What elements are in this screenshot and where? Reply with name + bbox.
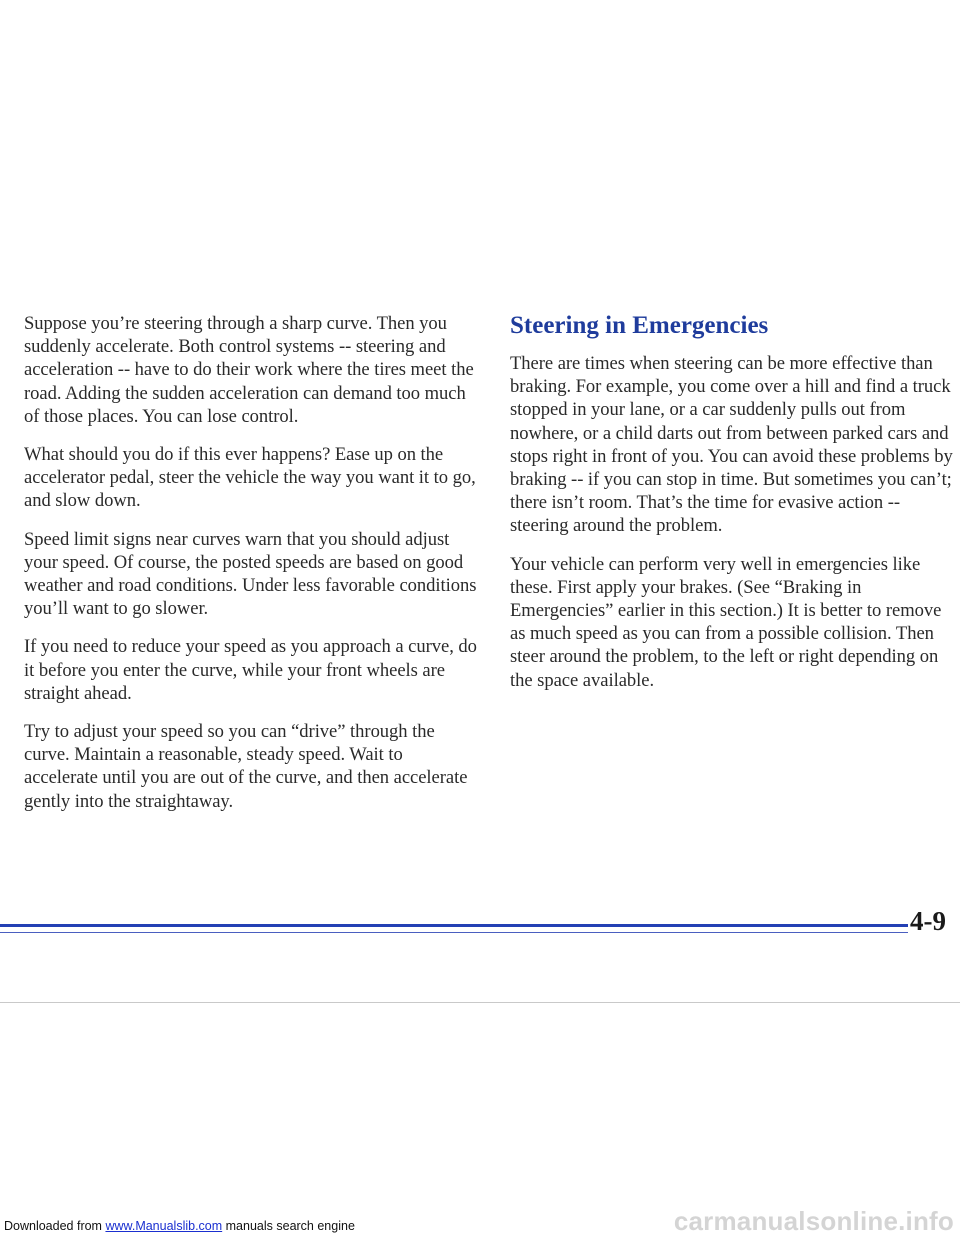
page-rule-thick — [0, 924, 908, 927]
manualslib-link[interactable]: www.Manualslib.com — [105, 1219, 223, 1233]
paragraph-adjust-speed: Try to adjust your speed so you can “drive” through the curve. Maintain a reasonable, steady speed. Wait to accelerate until you are out of the curve, and then accelerate gently into the straightaway. — [24, 721, 468, 812]
paragraph-what-to-do: What should you do if this ever happens? Ease up on the accelerator pedal, steer the vehicle the way you want it to go, and slow down. — [24, 444, 476, 512]
page-rule-thin — [0, 932, 908, 933]
download-footer — [4, 1218, 355, 1234]
paragraph-sharp-curve: Suppose you’re steering through a sharp curve. Then you suddenly accelerate. Both control systems -- steering and acceleration -- have to do their work where the tires meet the road. Adding the sudden acceleration can demand too much of those places. You can lose control. — [24, 313, 474, 427]
watermark-logo: carmanualsonline.info — [673, 1206, 954, 1236]
footer-suffix: manuals search engine — [222, 1219, 355, 1233]
footer-prefix: Downloaded from — [4, 1219, 106, 1233]
left-column — [24, 312, 480, 828]
paragraph-reduce-speed: If you need to reduce your speed as you approach a curve, do it before you enter the curve, while your front wheels are straight ahead. — [24, 636, 477, 704]
paragraph-speed-limit-signs: Speed limit signs near curves warn that you should adjust your speed. Of course, the posted speeds are based on good weather and road conditions. Under less favorable conditions you’ll want to go slower. — [24, 528, 477, 620]
paragraph-vehicle-performance: Your vehicle can perform very well in emergencies like these. First apply your brakes. (See “Braking in Emergencies” earlier in this section.) It is better to remove as much speed as you can from a possible collision. Then steer around the problem, to the left or right depending on the space available. — [510, 553, 942, 691]
section-heading: Steering in Emergencies — [510, 312, 769, 339]
paragraph-evasive-action: There are times when steering can be more effective than braking. For example, you come over a hill and find a truck stopped in your lane, or a car suddenly pulls out from nowhere, or a child darts out from between parked cars and stops right in front of you. You can avoid these problems by braking -- if you can stop in time. But sometimes you can’t; there isn’t room. That’s the time for evasive action -- steering around the problem. — [510, 353, 953, 537]
right-column — [510, 312, 956, 707]
bottom-divider — [0, 1002, 960, 1003]
page-number: 4-9 — [910, 906, 946, 936]
